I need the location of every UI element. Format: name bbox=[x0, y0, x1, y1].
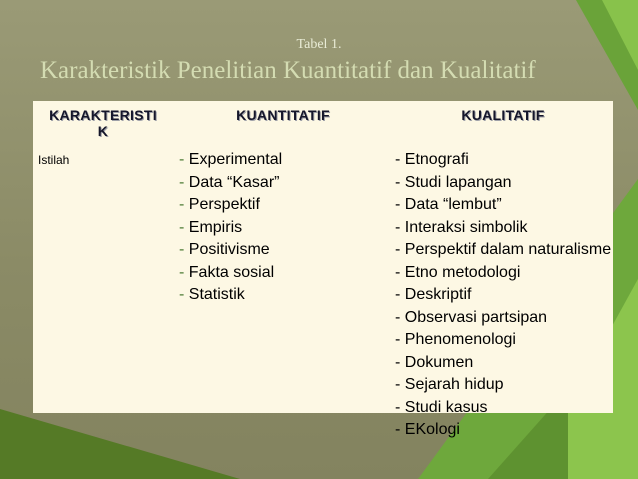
kuantitatif-item bbox=[179, 284, 282, 307]
decor-triangle-bottom-left bbox=[0, 409, 240, 479]
kualitatif-item: - Phenomenologi bbox=[395, 331, 516, 348]
dash-bullet: - bbox=[179, 196, 189, 213]
kualitatif-item: - Deskriptif bbox=[395, 286, 472, 303]
dash-bullet: - bbox=[179, 286, 189, 303]
kualitatif-item: - Dokumen bbox=[395, 353, 474, 371]
kuantitatif-item bbox=[179, 149, 282, 172]
kuantitatif-item-text: Perspektif bbox=[188, 196, 260, 213]
kuantitatif-item bbox=[179, 217, 282, 240]
kuantitatif-item bbox=[179, 172, 282, 195]
kuantitatif-list bbox=[179, 149, 282, 307]
kualitatif-item: - Etno metodologi bbox=[395, 263, 521, 281]
row-label-istilah: Istilah bbox=[38, 153, 70, 167]
dash-bullet: - bbox=[179, 218, 189, 236]
kualitatif-item: - EKologi bbox=[395, 421, 460, 438]
slide-title: Karakteristik Penelitian Kuantitatif dan Kualitatif bbox=[40, 57, 536, 84]
kualitatif-item: - Studi lapangan bbox=[395, 173, 512, 191]
kuantitatif-item bbox=[179, 239, 282, 262]
kuantitatif-item-text: Data “Kasar” bbox=[188, 173, 280, 191]
kuantitatif-item-text: Empiris bbox=[188, 218, 243, 236]
kualitatif-item: - Interaksi simbolik bbox=[395, 218, 528, 236]
dash-bullet: - bbox=[179, 173, 189, 191]
kualitatif-list bbox=[395, 149, 611, 442]
kualitatif-item: - Observasi partsipan bbox=[395, 308, 548, 326]
table-header-row bbox=[33, 101, 613, 149]
slide-subtitle: Tabel 1. bbox=[296, 37, 342, 52]
header-kuantitatif: KUANTITATIF bbox=[236, 107, 330, 123]
header-karakteristik-line2: K bbox=[97, 123, 109, 139]
header-kualitatif: KUALITATIF bbox=[461, 107, 545, 123]
kualitatif-item: - Perspektif dalam naturalisme bbox=[395, 241, 612, 258]
kualitatif-item: - Sejarah hidup bbox=[395, 376, 504, 393]
kuantitatif-item-text: Experimental bbox=[188, 151, 283, 168]
kuantitatif-item bbox=[179, 194, 282, 217]
dash-bullet: - bbox=[179, 263, 189, 281]
kualitatif-item: - Etnografi bbox=[395, 151, 469, 168]
comparison-table bbox=[33, 101, 613, 438]
dash-bullet: - bbox=[179, 151, 189, 168]
header-karakteristik-line1: KARAKTERISTI bbox=[49, 107, 157, 123]
kuantitatif-item-text: Fakta sosial bbox=[188, 263, 275, 281]
kuantitatif-item-text: Statistik bbox=[188, 286, 245, 303]
kuantitatif-item bbox=[179, 262, 282, 285]
dash-bullet: - bbox=[179, 241, 189, 258]
kualitatif-item: - Data “lembut” bbox=[395, 196, 502, 213]
kualitatif-item: - Studi kasus bbox=[395, 398, 488, 416]
header-karakteristik bbox=[33, 101, 173, 149]
kuantitatif-item-text: Positivisme bbox=[188, 241, 270, 258]
